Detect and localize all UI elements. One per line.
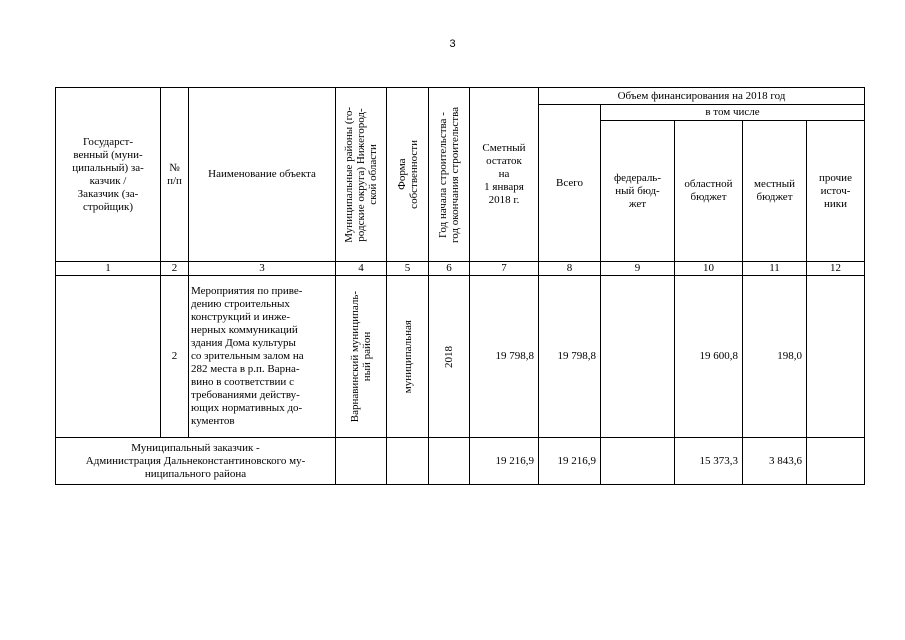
page-number: 3 bbox=[449, 38, 456, 50]
header-districts bbox=[336, 88, 387, 262]
col-number-4: 4 bbox=[336, 262, 387, 276]
row-ownership bbox=[387, 276, 429, 438]
summary-other bbox=[807, 438, 865, 485]
row-regional: 19 600,8 bbox=[675, 276, 743, 438]
col-number-12: 12 bbox=[807, 262, 865, 276]
row-other bbox=[807, 276, 865, 438]
summary-estimate: 19 216,9 bbox=[470, 438, 539, 485]
header-ownership bbox=[387, 88, 429, 262]
header-customer: Государст- венный (муни- ципальный) за- казчик / Заказчик (за- стройщик) bbox=[56, 88, 161, 262]
table-row bbox=[56, 276, 865, 438]
row-object-name: Мероприятия по приве- дению строительных конструкций и инже- нерных коммуникаций здания Дома культуры со зрительным залом на 282 места в р.п. Варна- вино в соответствии с требованиями действу- ющих нормативных до- кументов bbox=[189, 276, 336, 438]
summary-regional: 15 373,3 bbox=[675, 438, 743, 485]
row-customer bbox=[56, 276, 161, 438]
header-object-name: Наименование объекта bbox=[189, 88, 336, 262]
row-years bbox=[429, 276, 470, 438]
header-regional: областной бюджет bbox=[675, 121, 743, 262]
financing-table bbox=[55, 87, 865, 485]
row-district-text: Варнавинский муниципаль- ный район bbox=[349, 290, 373, 423]
header-including: в том числе bbox=[601, 105, 865, 121]
summary-years bbox=[429, 438, 470, 485]
summary-row bbox=[56, 438, 865, 485]
header-years-text: Год начала строительства - год окончания строительства bbox=[437, 106, 461, 243]
header-other: прочие источ- ники bbox=[807, 121, 865, 262]
header-total: Всего bbox=[539, 105, 601, 262]
summary-district bbox=[336, 438, 387, 485]
col-number-5: 5 bbox=[387, 262, 429, 276]
col-number-2: 2 bbox=[161, 262, 189, 276]
row-years-text: 2018 bbox=[443, 345, 455, 368]
row-federal bbox=[601, 276, 675, 438]
row-local: 198,0 bbox=[743, 276, 807, 438]
header-federal: федераль- ный бюд- жет bbox=[601, 121, 675, 262]
summary-label: Муниципальный заказчик - Администрация Дальнеконстантиновского му- ниципального района bbox=[56, 438, 336, 485]
row-estimate: 19 798,8 bbox=[470, 276, 539, 438]
header-districts-text: Муниципальные районы (го- родские округа) Нижегород- ской области bbox=[343, 106, 379, 243]
col-number-6: 6 bbox=[429, 262, 470, 276]
col-number-3: 3 bbox=[189, 262, 336, 276]
header-number: № п/п bbox=[161, 88, 189, 262]
row-total: 19 798,8 bbox=[539, 276, 601, 438]
summary-ownership bbox=[387, 438, 429, 485]
col-number-7: 7 bbox=[470, 262, 539, 276]
row-number: 2 bbox=[161, 276, 189, 438]
header-financing: Объем финансирования на 2018 год bbox=[539, 88, 865, 105]
summary-local: 3 843,6 bbox=[743, 438, 807, 485]
summary-federal bbox=[601, 438, 675, 485]
col-number-1: 1 bbox=[56, 262, 161, 276]
header-local: местный бюджет bbox=[743, 121, 807, 262]
header-years bbox=[429, 88, 470, 262]
row-district bbox=[336, 276, 387, 438]
row-ownership-text: муниципальная bbox=[401, 319, 414, 394]
header-estimate: Сметный остаток на 1 января 2018 г. bbox=[470, 88, 539, 262]
summary-total: 19 216,9 bbox=[539, 438, 601, 485]
col-number-11: 11 bbox=[743, 262, 807, 276]
col-number-10: 10 bbox=[675, 262, 743, 276]
header-ownership-text: Форма собственности bbox=[395, 140, 420, 209]
col-number-8: 8 bbox=[539, 262, 601, 276]
col-number-9: 9 bbox=[601, 262, 675, 276]
